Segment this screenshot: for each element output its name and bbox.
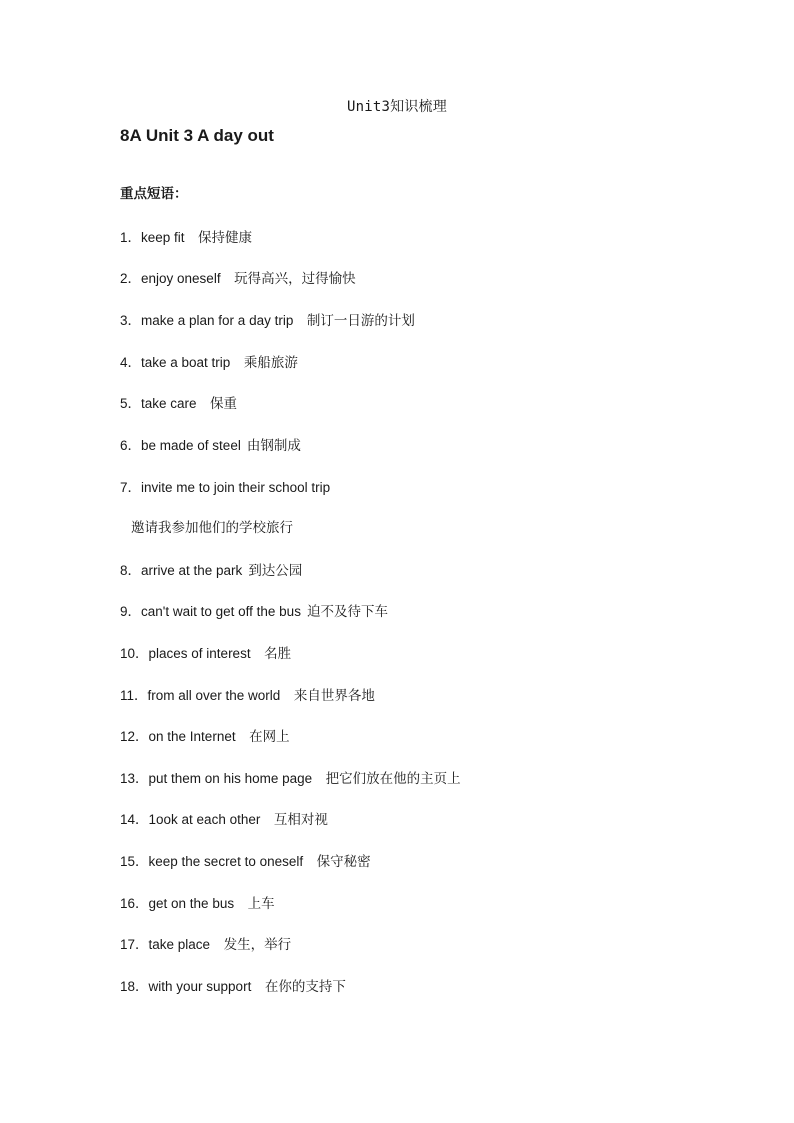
phrase-chinese: 发生，举行 — [216, 937, 292, 952]
phrase-item-3 — [120, 309, 415, 329]
phrase-chinese: 由钢制成 — [246, 438, 301, 453]
phrase-item-12 — [120, 725, 290, 745]
phrase-english: 1．keep fit — [120, 230, 185, 245]
phrase-item-2 — [120, 267, 356, 287]
phrase-chinese: 玩得高兴，过得愉快 — [226, 271, 356, 286]
phrase-chinese: 保守秘密 — [309, 854, 371, 869]
phrase-item-18 — [120, 975, 346, 995]
phrase-english: 9．can't wait to get off the bus — [120, 604, 301, 619]
phrase-english: 11．from all over the world — [120, 688, 281, 703]
phrase-item-17 — [120, 933, 291, 953]
phrase-item-7-continued — [131, 516, 293, 536]
phrase-item-8 — [120, 559, 302, 579]
phrase-chinese: 制订一日游的计划 — [299, 313, 415, 328]
phrase-english: 16．get on the bus — [120, 896, 235, 911]
phrase-english: 7．invite me to join their school trip — [120, 480, 331, 495]
phrase-item-6 — [120, 434, 301, 454]
phrase-english: 4．take a boat trip — [120, 355, 231, 370]
phrase-english: 6．be made of steel — [120, 438, 241, 453]
phrase-item-5 — [120, 392, 237, 412]
phrase-english: 14．1ook at each other — [120, 812, 261, 827]
phrase-chinese: 到达公园 — [248, 563, 303, 578]
phrase-chinese: 名胜 — [256, 646, 292, 661]
phrase-english: 8．arrive at the park — [120, 563, 243, 578]
page-title: Unit3知识梳理 — [347, 99, 447, 115]
phrase-chinese: 互相对视 — [266, 812, 328, 827]
phrase-chinese: 在网上 — [241, 729, 290, 744]
phrase-english: 17．take place — [120, 937, 211, 952]
phrase-item-9 — [120, 600, 388, 620]
phrase-item-13 — [120, 767, 461, 787]
phrase-english: 10．places of interest — [120, 646, 251, 661]
phrase-english: 15．keep the secret to oneself — [120, 854, 304, 869]
phrase-item-7 — [120, 476, 336, 496]
phrase-english: 3．make a plan for a day trip — [120, 313, 294, 328]
phrase-chinese: 保重 — [202, 396, 238, 411]
phrase-item-14 — [120, 808, 328, 828]
phrase-chinese: 上车 — [240, 896, 275, 911]
phrase-english: 12．on the Internet — [120, 729, 236, 744]
document-heading: 8A Unit 3 A day out — [120, 126, 274, 145]
phrase-item-10 — [120, 642, 291, 662]
section-label: 重点短语： — [120, 186, 188, 201]
phrase-item-4 — [120, 351, 298, 371]
phrase-item-15 — [120, 850, 371, 870]
phrase-chinese: 迫不及待下车 — [306, 604, 388, 619]
phrase-english: 18．with your support — [120, 979, 252, 994]
phrase-chinese: 在你的支持下 — [257, 979, 346, 994]
phrase-item-1 — [120, 226, 252, 246]
phrase-chinese: 把它们放在他的主页上 — [318, 771, 461, 786]
phrase-chinese: 乘船旅游 — [236, 355, 298, 370]
phrase-item-16 — [120, 892, 275, 912]
phrase-english: 5．take care — [120, 396, 197, 411]
phrase-english: 13．put them on his home page — [120, 771, 313, 786]
phrase-item-11 — [120, 684, 375, 704]
phrase-english: 2．enjoy oneself — [120, 271, 221, 286]
phrase-chinese: 邀请我参加他们的学校旅行 — [131, 520, 293, 535]
phrase-chinese: 保持健康 — [190, 230, 253, 245]
phrase-chinese: 来自世界各地 — [286, 688, 375, 703]
